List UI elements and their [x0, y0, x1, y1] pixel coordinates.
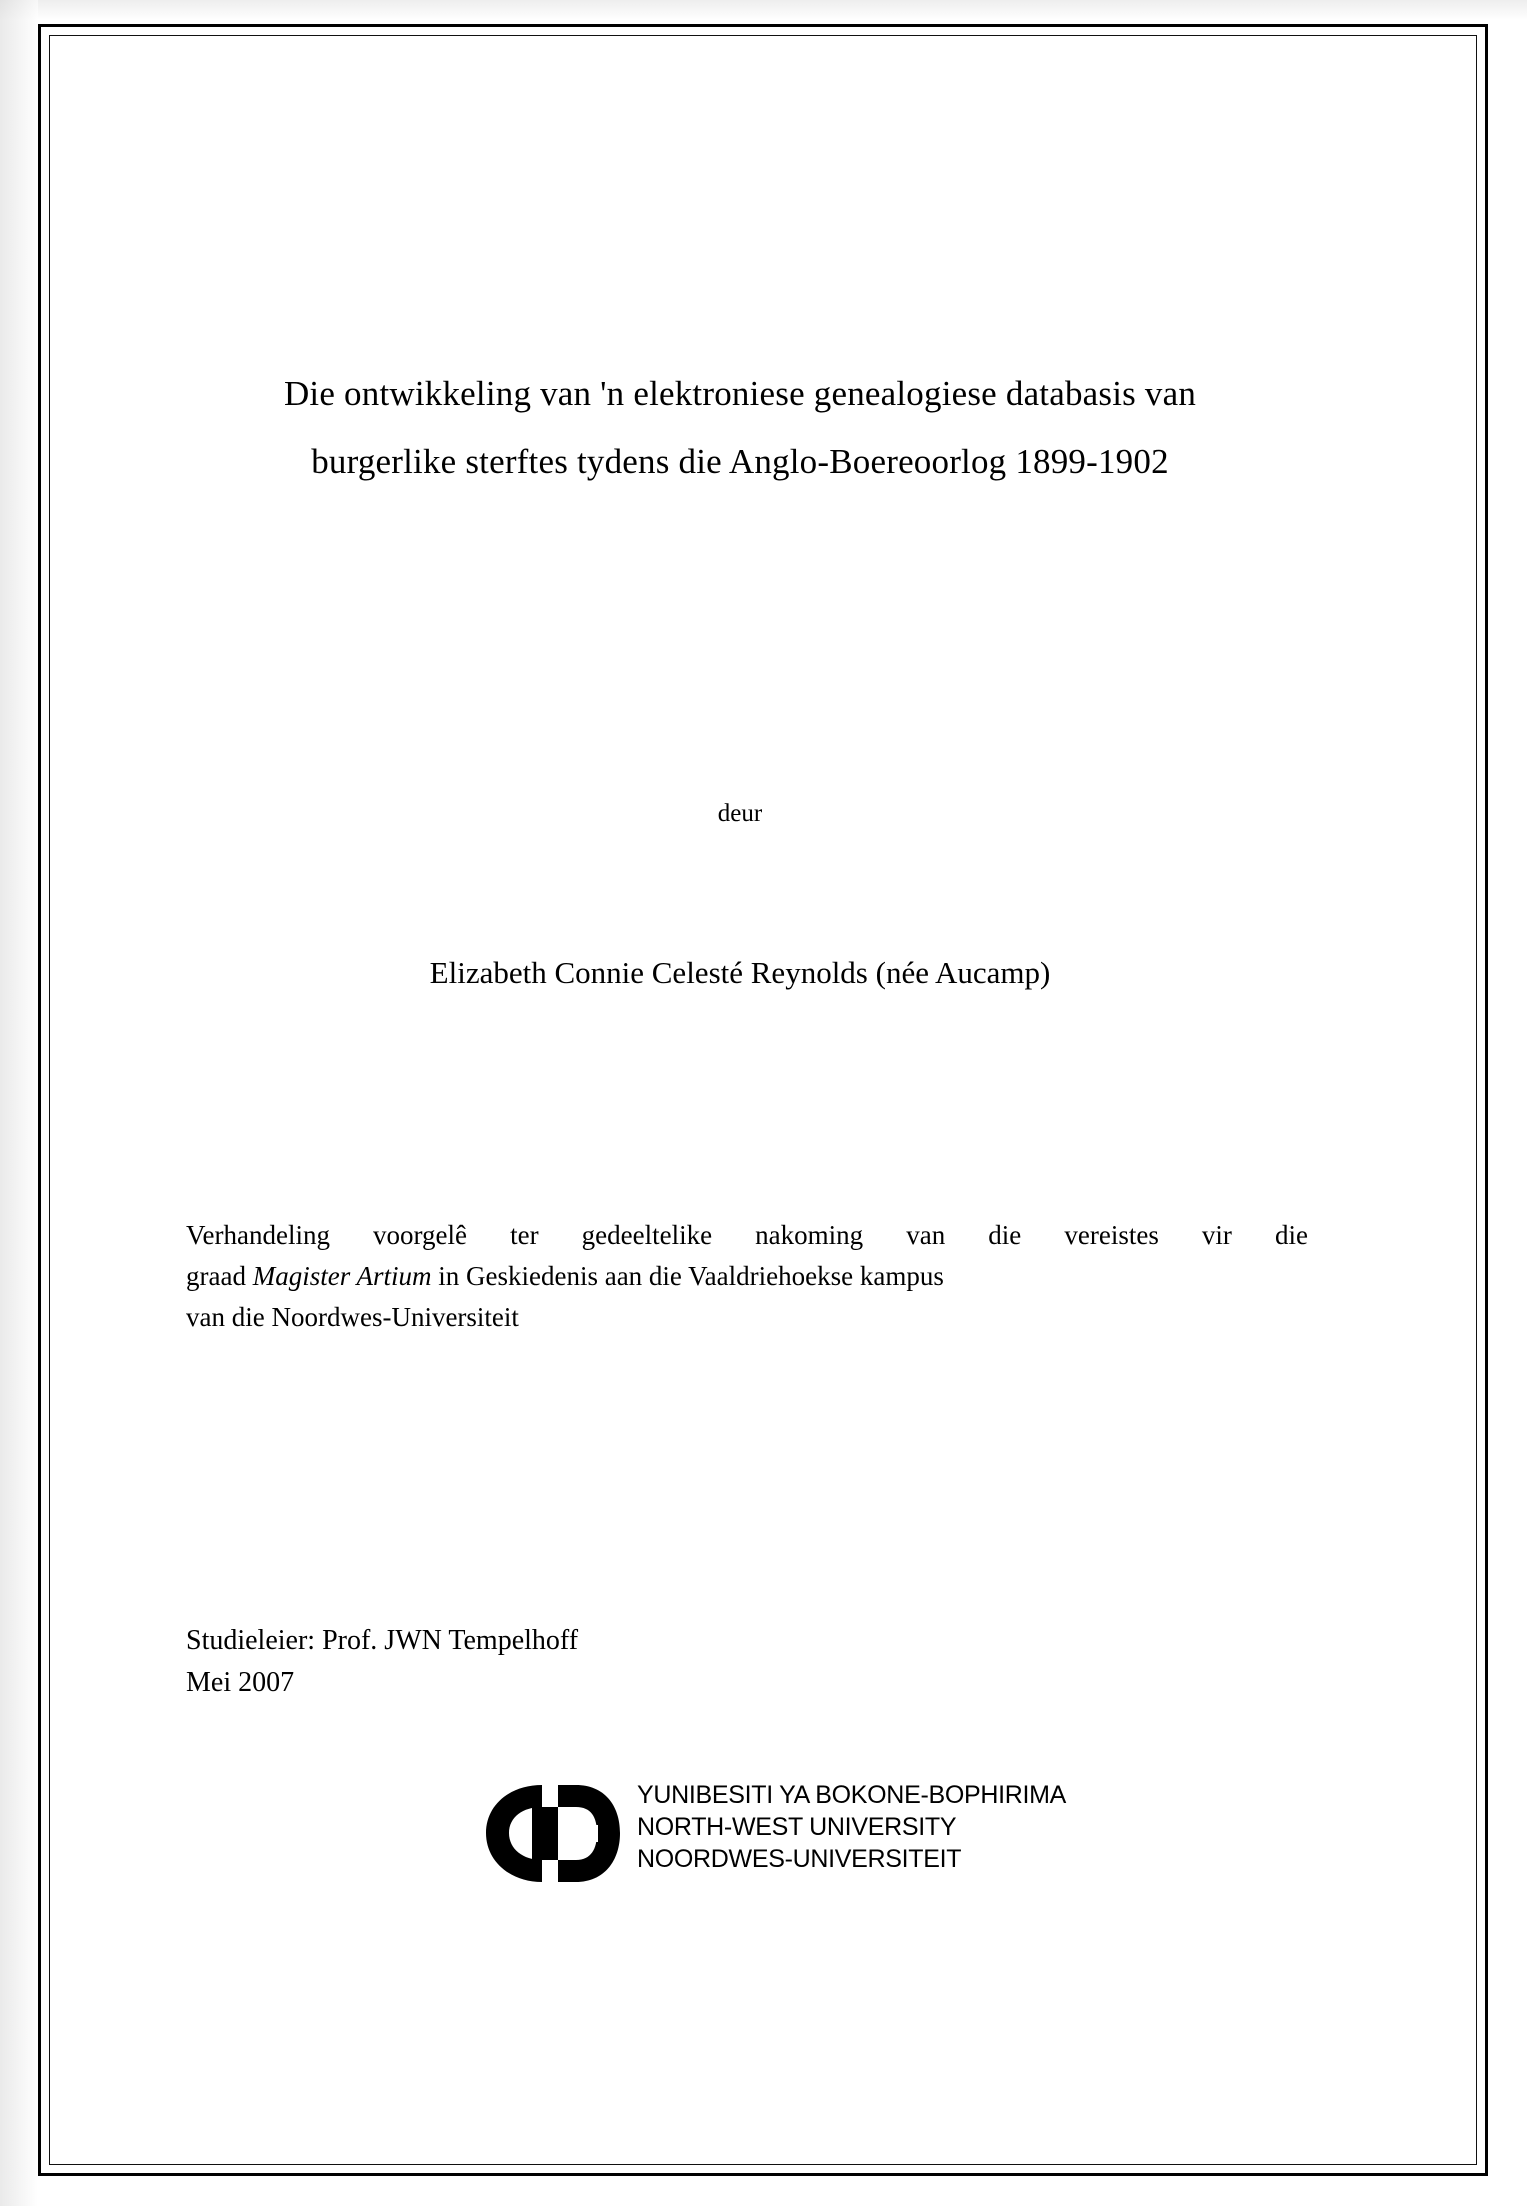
supervisor-line: Studieleier: Prof. JWN Tempelhoff: [186, 1625, 579, 1656]
logo-text-line-1: YUNIBESITI YA BOKONE-BOPHIRIMA: [637, 1781, 1067, 1809]
degree-statement-line-1: Verhandeling voorgelê ter gedeeltelike nakoming van die vereistes vir die: [186, 1220, 1308, 1250]
title-line-1: Die ontwikkeling van 'n elektroniese genealogiese databasis van: [283, 374, 1197, 413]
title-page-content: [150, 0, 1330, 2206]
author-name: Elizabeth Connie Celesté Reynolds (née Aucamp): [429, 955, 1051, 990]
degree-statement-line-2-prefix: graad: [186, 1261, 253, 1291]
scan-edge-shading-left: [0, 0, 38, 2206]
logo-text-line-3: NOORDWES-UNIVERSITEIT: [637, 1845, 962, 1873]
degree-name-italic: Magister Artium: [252, 1261, 432, 1291]
byline-label: deur: [717, 800, 763, 827]
degree-statement-line-2: [186, 1256, 1308, 1297]
title-line-2: burgerlike sterftes tydens die Anglo-Boereoorlog 1899-1902: [311, 442, 1169, 481]
university-logo-block: [480, 1775, 1180, 1905]
north-west-university-logo-icon: [480, 1781, 625, 1886]
degree-statement-line-2-suffix: in Geskiedenis aan die Vaaldriehoekse kampus: [431, 1261, 944, 1291]
date-line: Mei 2007: [186, 1667, 295, 1698]
degree-statement-line-3: van die Noordwes-Universiteit: [186, 1302, 519, 1332]
university-logo-text: [637, 1779, 1066, 1875]
page-title: [150, 360, 1330, 496]
logo-text-line-2: NORTH-WEST UNIVERSITY: [637, 1813, 957, 1841]
supervisor-and-date: [186, 1620, 1086, 1704]
degree-statement: [186, 1215, 1308, 1338]
